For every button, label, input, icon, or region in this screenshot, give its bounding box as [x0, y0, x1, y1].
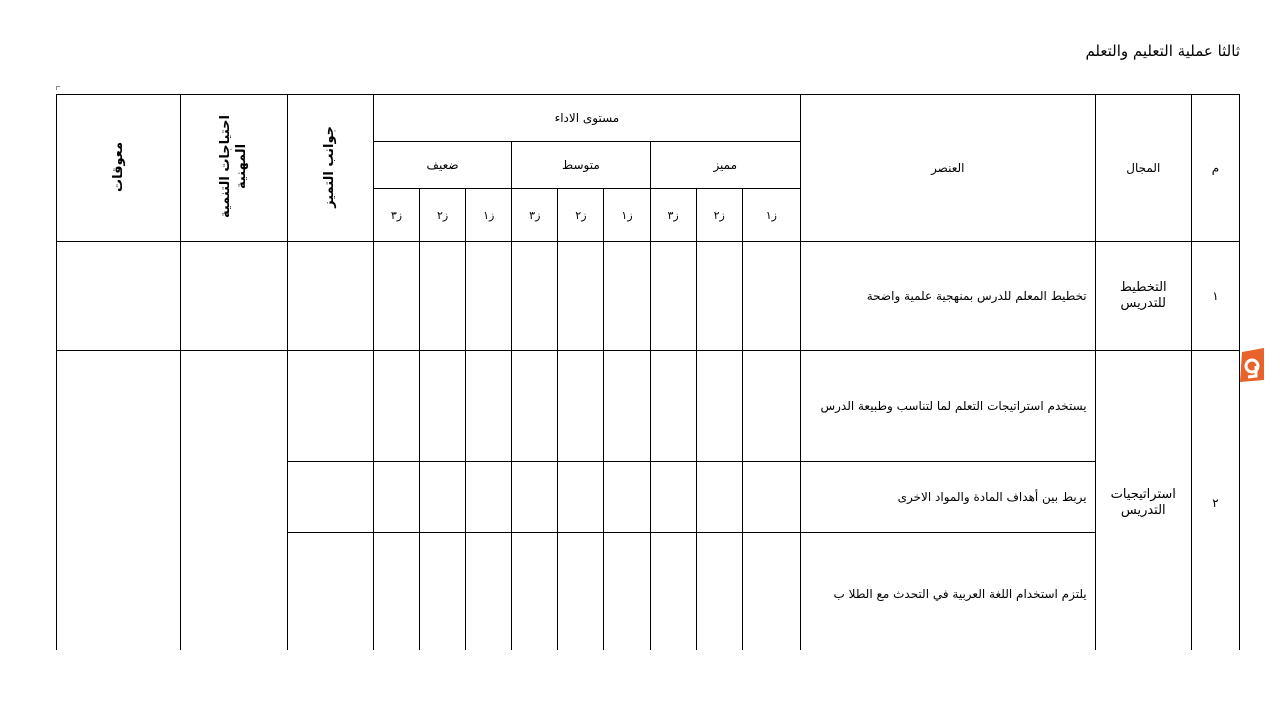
header-visit-3: ز٣ — [512, 189, 558, 242]
score-cell[interactable] — [373, 462, 419, 533]
orange-logo-icon[interactable] — [1238, 346, 1266, 384]
score-cell[interactable] — [512, 462, 558, 533]
evaluation-table-wrapper — [56, 94, 1240, 650]
development-needs-cell[interactable] — [181, 351, 287, 651]
score-cell[interactable] — [373, 533, 419, 651]
header-visit-2: ز٢ — [558, 189, 604, 242]
score-cell[interactable] — [558, 242, 604, 351]
header-domain: المجال — [1095, 95, 1191, 242]
distinction-cell[interactable] — [287, 351, 373, 462]
row-domain-label: استراتيجيات التدريس — [1110, 487, 1176, 518]
score-cell[interactable] — [650, 533, 696, 651]
score-cell[interactable] — [650, 242, 696, 351]
table-row — [57, 242, 1240, 351]
score-cell[interactable] — [466, 242, 512, 351]
score-cell[interactable] — [466, 351, 512, 462]
row-element: يلتزم استخدام اللغة العربية في التحدث مع الطلا ب — [800, 533, 1095, 651]
header-level-weak: ضعيف — [373, 142, 511, 189]
header-obstacles — [57, 95, 181, 242]
header-element: العنصر — [800, 95, 1095, 242]
row-number: ١ — [1191, 242, 1239, 351]
header-level-excellent: مميز — [650, 142, 800, 189]
score-cell[interactable] — [696, 351, 742, 462]
obstacles-cell[interactable] — [57, 351, 181, 651]
score-cell[interactable] — [604, 533, 650, 651]
score-cell[interactable] — [696, 462, 742, 533]
score-cell[interactable] — [558, 533, 604, 651]
score-cell[interactable] — [696, 242, 742, 351]
score-cell[interactable] — [650, 351, 696, 462]
header-development-needs-label: احتياجات التنمية المهنية — [218, 114, 250, 219]
score-cell[interactable] — [420, 242, 466, 351]
row-number: ٢ — [1191, 351, 1239, 651]
header-obstacles-label: معوقات — [110, 141, 126, 192]
score-cell[interactable] — [604, 351, 650, 462]
score-cell[interactable] — [604, 462, 650, 533]
header-visit-1: ز١ — [604, 189, 650, 242]
development-needs-cell[interactable] — [181, 242, 287, 351]
row-domain — [1095, 351, 1191, 651]
header-number: م — [1191, 95, 1239, 242]
row-element: يربط بين أهداف المادة والمواد الاخرى — [800, 462, 1095, 533]
header-visit-2: ز٢ — [420, 189, 466, 242]
header-visit-2: ز٢ — [696, 189, 742, 242]
score-cell[interactable] — [466, 533, 512, 651]
score-cell[interactable] — [742, 462, 800, 533]
header-level-average: متوسط — [512, 142, 650, 189]
row-domain — [1095, 242, 1191, 351]
row-element: يستخدم استراتيجات التعلم لما لتناسب وطبيعة الدرس — [800, 351, 1095, 462]
score-cell[interactable] — [373, 242, 419, 351]
header-performance-level: مستوى الاداء — [373, 95, 800, 142]
score-cell[interactable] — [466, 462, 512, 533]
score-cell[interactable] — [373, 351, 419, 462]
score-cell[interactable] — [558, 351, 604, 462]
score-cell[interactable] — [558, 462, 604, 533]
score-cell[interactable] — [742, 533, 800, 651]
header-visit-3: ز٣ — [650, 189, 696, 242]
score-cell[interactable] — [742, 242, 800, 351]
score-cell[interactable] — [604, 242, 650, 351]
table-row — [57, 351, 1240, 462]
header-visit-3: ز٣ — [373, 189, 419, 242]
text-corner-mark — [56, 86, 60, 90]
score-cell[interactable] — [742, 351, 800, 462]
distinction-cell[interactable] — [287, 242, 373, 351]
score-cell[interactable] — [420, 462, 466, 533]
score-cell[interactable] — [650, 462, 696, 533]
distinction-cell[interactable] — [287, 462, 373, 533]
score-cell[interactable] — [512, 242, 558, 351]
header-visit-1: ز١ — [466, 189, 512, 242]
header-visit-1: ز١ — [742, 189, 800, 242]
score-cell[interactable] — [420, 351, 466, 462]
score-cell[interactable] — [512, 533, 558, 651]
row-domain-label: التخطيط للتدريس — [1119, 280, 1167, 311]
section-title: ثالثا عملية التعليم والتعلم — [1085, 42, 1240, 60]
header-distinction — [287, 95, 373, 242]
evaluation-table — [56, 94, 1240, 650]
header-development-needs — [181, 95, 287, 242]
score-cell[interactable] — [420, 533, 466, 651]
obstacles-cell[interactable] — [57, 242, 181, 351]
score-cell[interactable] — [512, 351, 558, 462]
distinction-cell[interactable] — [287, 533, 373, 651]
row-element: تخطيط المعلم للدرس بمنهجية علمية واضحة — [800, 242, 1095, 351]
header-distinction-label: جوانب التميز — [322, 125, 338, 208]
score-cell[interactable] — [696, 533, 742, 651]
